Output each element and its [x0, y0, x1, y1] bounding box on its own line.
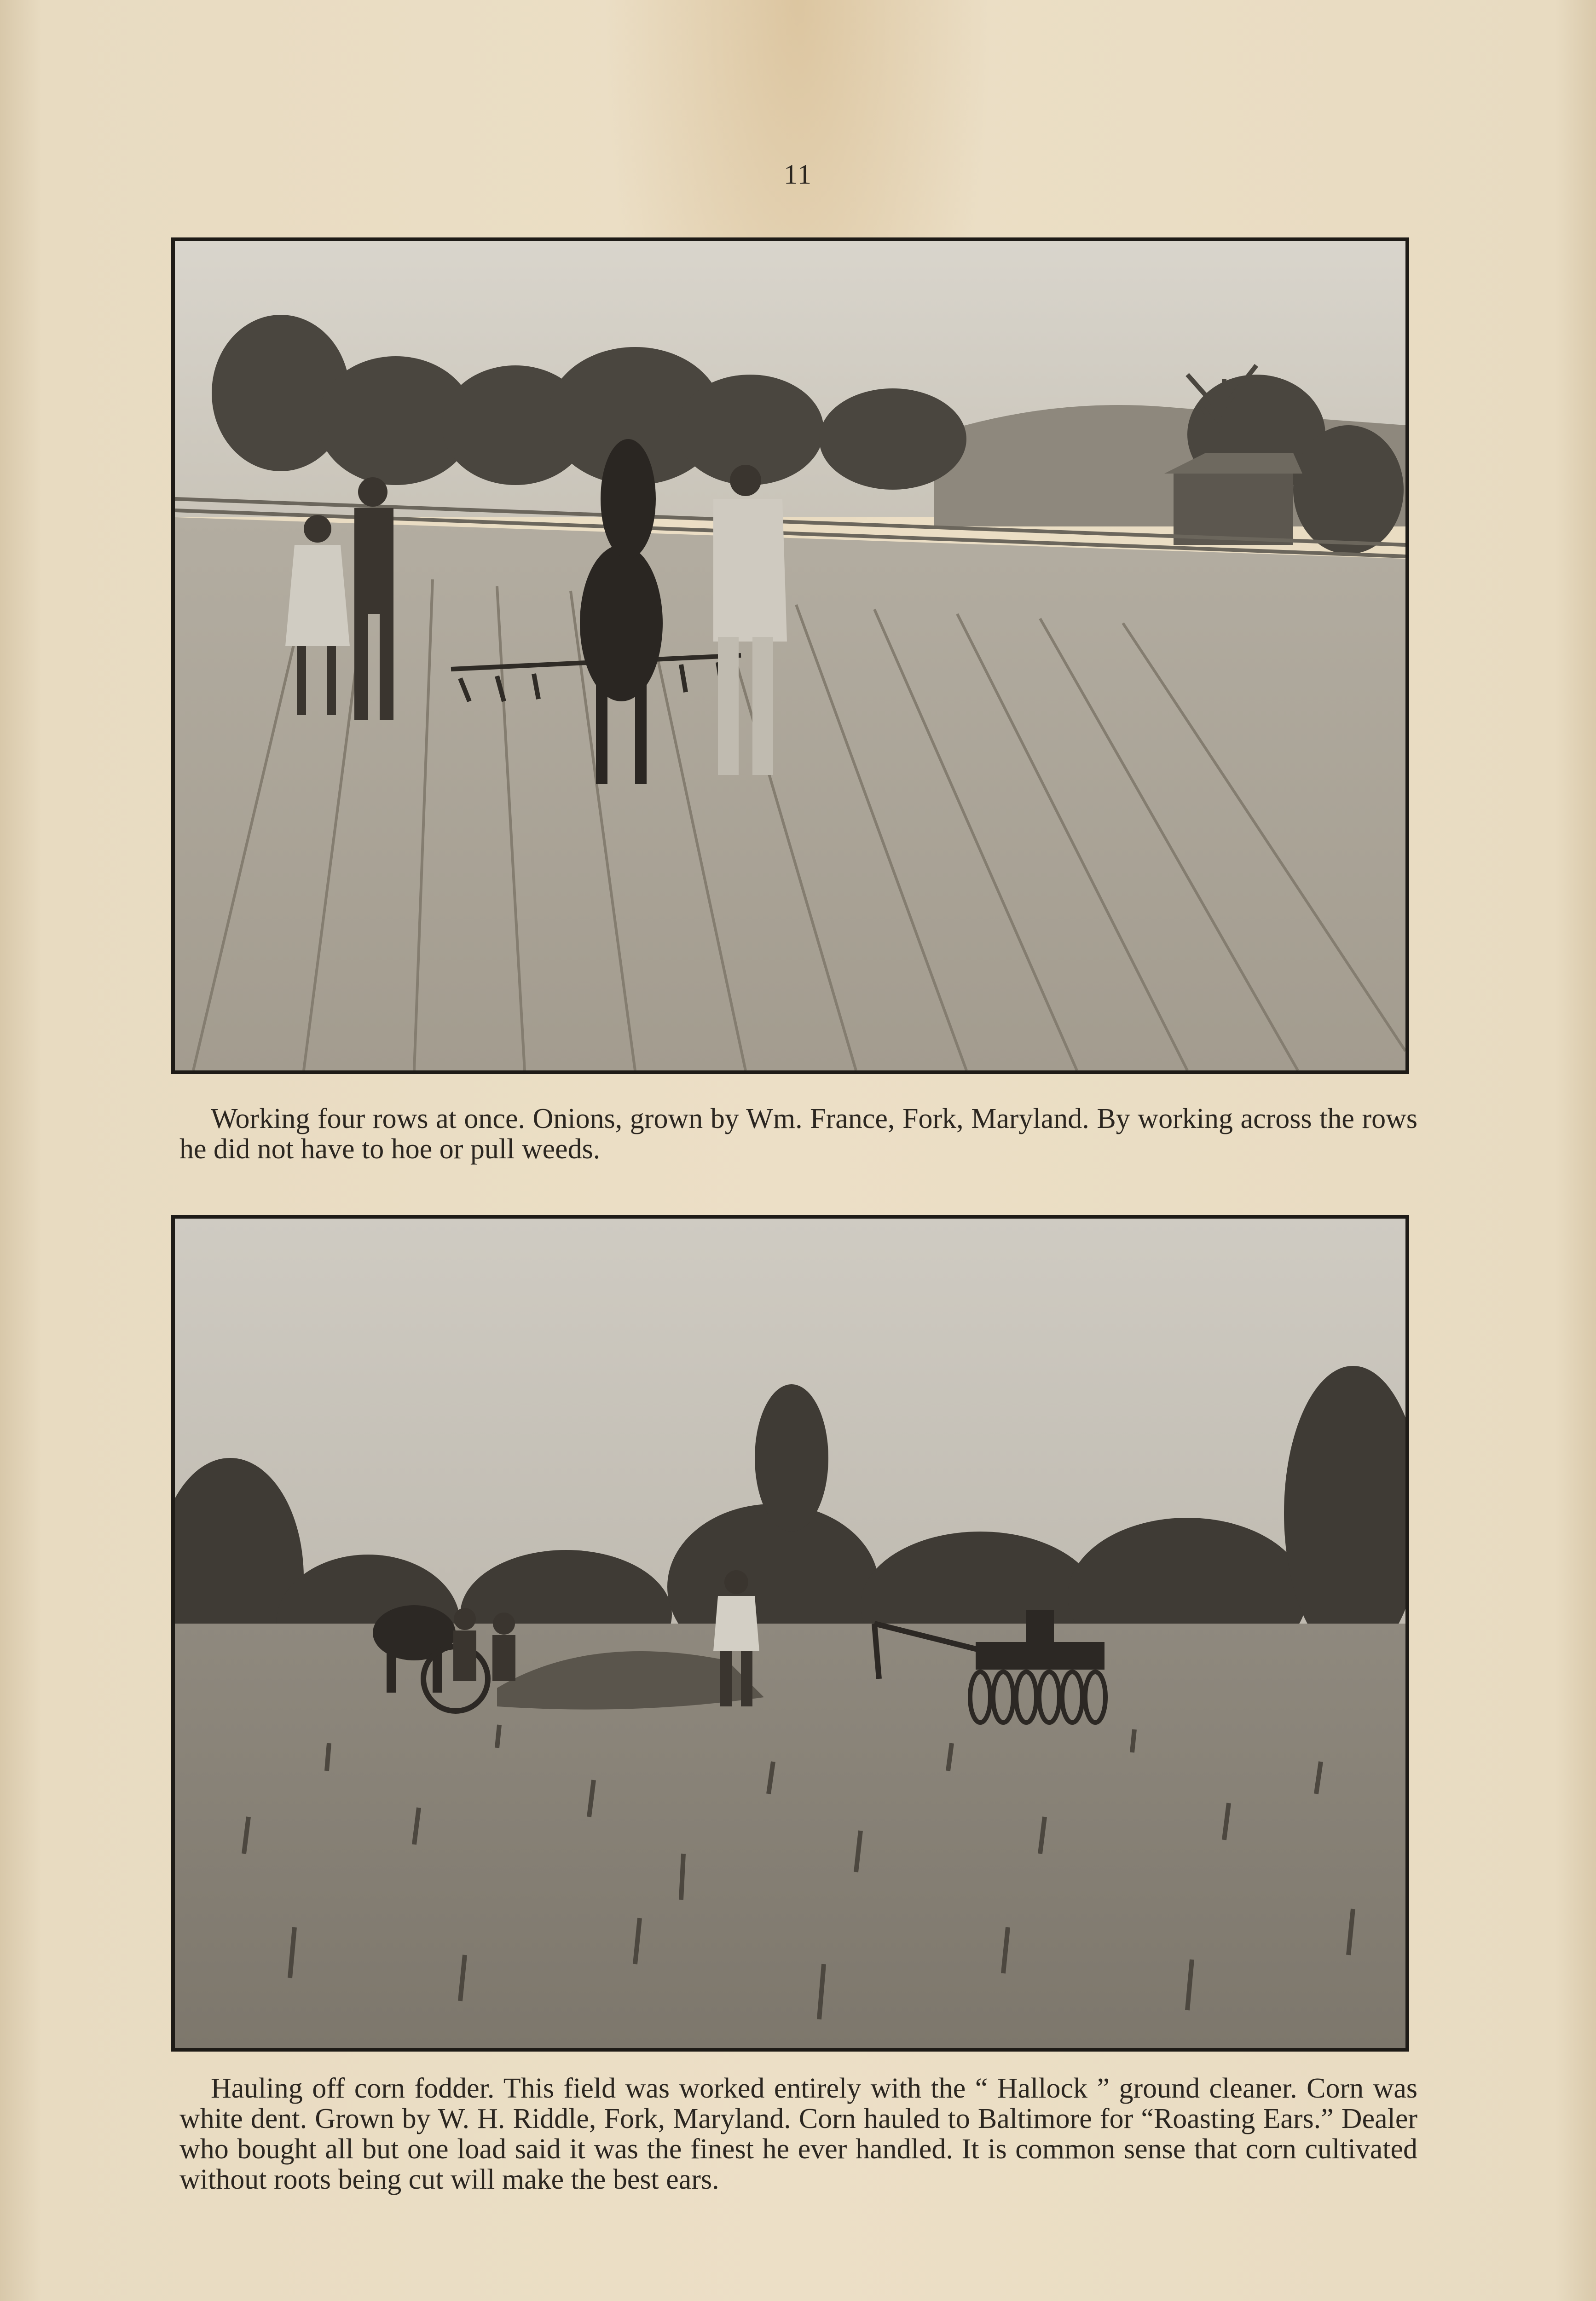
- corn-fodder-illustration: [175, 1219, 1405, 2048]
- photo-corn-fodder: [171, 1215, 1409, 2052]
- page-number: 11: [784, 159, 812, 190]
- onion-field-illustration: [175, 241, 1405, 1070]
- photo-onion-field: [171, 237, 1409, 1074]
- caption-corn-fodder: Hauling off corn fodder. This field was worked entirely with the “ Hallock ” ground cleaner. Corn was white dent. Grown by W. H. Riddle, Fork, Maryland. Corn hauled to Baltimore for “Roasting Ears.” Dealer who bought all but one load said it was the finest he ever handled. It is common sense that corn cultivated without roots being cut will make the best ears.: [179, 2073, 1417, 2195]
- caption-onion-field: Working four rows at once. Onions, grown by Wm. France, Fork, Maryland. By working across the rows he did not have to hoe or pull weeds.: [179, 1103, 1417, 1165]
